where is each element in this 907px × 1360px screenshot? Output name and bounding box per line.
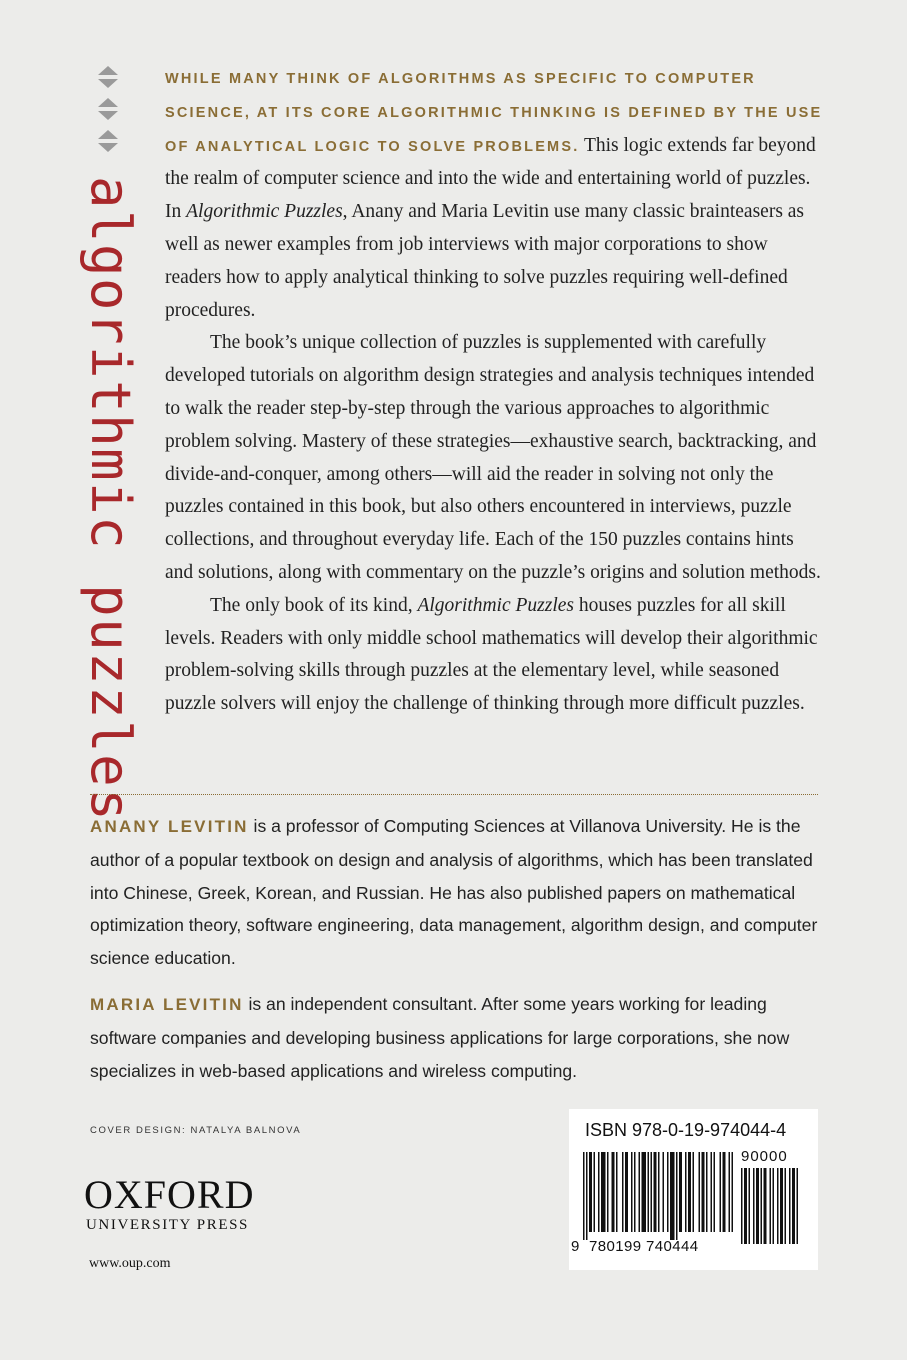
- barcode-bar: [792, 1168, 795, 1244]
- blurb-paragraph-1: [165, 62, 825, 327]
- author-name: ANANY LEVITIN: [90, 817, 249, 836]
- ornament-stack: [95, 66, 121, 156]
- price-addon-barcode: [741, 1168, 803, 1244]
- diamond-bottom-icon: [98, 143, 118, 152]
- barcode-bar: [711, 1152, 713, 1232]
- author-bio-text: is a professor of Computing Sciences at Villanova University. He is the author of a popular textbook on design and analysis of algorithms, which has been translated into Chinese, Greek, Korean, and Russian. He has also published papers on mathematical optimization theory, software engineering, data management, algorithm design, and computer science education.: [90, 816, 818, 969]
- barcode-bar: [777, 1168, 779, 1244]
- blurb-text: houses puzzles for all skill levels. Readers with only middle school mathematics will develop their algorithmic problem-solving skills through puzzles at the elementary level, while seasoned puzzle solvers will enjoy the challenge of thinking through more difficult puzzles.: [165, 594, 818, 715]
- isbn-label: ISBN 978-0-19-974044-4: [585, 1120, 787, 1140]
- cover-design-credit: COVER DESIGN: NATALYA BALNOVA: [90, 1125, 302, 1136]
- barcode-bar: [654, 1152, 657, 1232]
- barcode-bar: [676, 1152, 678, 1240]
- barcode-bar: [667, 1152, 669, 1232]
- barcode-bar: [663, 1152, 665, 1232]
- barcode-bar: [583, 1152, 585, 1240]
- barcode-bar: [612, 1152, 615, 1232]
- barcode-bar: [699, 1152, 701, 1232]
- ean-barcode: [583, 1152, 735, 1244]
- barcode-bar: [749, 1168, 751, 1244]
- barcode-bar: [753, 1168, 755, 1244]
- barcode-bar: [616, 1152, 618, 1232]
- barcode-bar: [732, 1152, 734, 1232]
- barcode-bar: [770, 1168, 772, 1244]
- barcode-bar: [598, 1152, 600, 1232]
- blurb-text: The only book of its kind,: [210, 594, 418, 616]
- book-title-italic: Algorithmic Puzzles: [186, 201, 343, 223]
- section-divider: [90, 794, 818, 795]
- book-blurb: [165, 62, 825, 721]
- barcode-bar: [642, 1152, 647, 1232]
- publisher-website: www.oup.com: [89, 1256, 171, 1271]
- barcode-bar: [648, 1152, 650, 1232]
- book-title-italic: Algorithmic Puzzles: [417, 594, 574, 616]
- diamond-top-icon: [98, 98, 118, 107]
- barcode-bar: [634, 1152, 636, 1232]
- barcode-bar: [594, 1152, 596, 1232]
- ean-first-digit: 9: [571, 1238, 580, 1255]
- barcode-bar: [679, 1152, 682, 1232]
- barcode-bar: [651, 1152, 653, 1232]
- barcode-bar: [761, 1168, 763, 1244]
- diamond-bottom-icon: [98, 111, 118, 120]
- publisher-subtitle: UNIVERSITY PRESS: [86, 1217, 249, 1233]
- vertical-book-title: algorithmic puzzles: [79, 176, 142, 823]
- barcode-bar: [670, 1152, 675, 1240]
- blurb-paragraph-2: The book’s unique collection of puzzles is supplemented with carefully developed tutorials on algorithm design strategies and analysis techniques intended to walk the reader step-by-step through the various approaches to algorithmic problem solving. Mastery of these strategies—exhaustive search, backtracking, and divide-and-conquer, among others—will aid the reader in solving not only the puzzles contained in this book, but also others encountered in interviews, puzzle collections, and throughout everyday life. Each of the 150 puzzles contains hints and solutions, along with commentary on the puzzle’s origins and solution methods.: [165, 332, 821, 583]
- barcode-bar: [706, 1152, 708, 1232]
- barcode-bar: [625, 1152, 628, 1232]
- barcode-bar: [785, 1168, 787, 1244]
- barcode-bar: [622, 1152, 624, 1232]
- ean-digits: 780199 740444: [589, 1238, 699, 1255]
- barcode-bar: [607, 1152, 609, 1232]
- barcode-bar: [702, 1152, 705, 1232]
- barcode-bar: [601, 1152, 606, 1232]
- barcode-bar: [589, 1152, 592, 1232]
- author-bio-text: is an independent consultant. After some years working for leading software companies and developing business applications for large corporations, she now specializes in web-based applications and wireless computing.: [90, 994, 790, 1081]
- barcode-bar: [714, 1152, 716, 1232]
- barcode-bar: [639, 1152, 641, 1232]
- barcode-bar: [723, 1152, 726, 1232]
- barcode-bar: [744, 1168, 747, 1244]
- barcode-bar: [631, 1152, 633, 1232]
- barcode-bar: [797, 1168, 799, 1244]
- barcode-bar: [741, 1168, 743, 1244]
- author-bio-maria: [90, 988, 820, 1087]
- barcode-bar: [720, 1152, 722, 1232]
- blurb-text: , Anany and Maria Levitin use many classic brainteasers as well as newer examples from job interviews with major corporations to show readers how to apply analytical thinking to solve puzzles requiring well-defined procedures.: [165, 201, 805, 321]
- publisher-logo: OXFORD: [84, 1172, 255, 1217]
- isbn-barcode-box: [569, 1109, 818, 1270]
- barcode-bar: [773, 1168, 775, 1244]
- author-bio-anany: [90, 810, 820, 975]
- barcode-bar: [756, 1168, 759, 1244]
- barcode-bar: [688, 1152, 691, 1232]
- diamond-top-icon: [98, 66, 118, 75]
- blurb-text: This logic extends far beyond the realm of computer science and into the wide and entertaining world of puzzles. In: [165, 134, 816, 223]
- barcode-bar: [693, 1152, 695, 1232]
- diamond-top-icon: [98, 130, 118, 139]
- blurb-paragraph-3: [165, 590, 825, 721]
- barcode-bar: [685, 1152, 687, 1232]
- diamond-bottom-icon: [98, 79, 118, 88]
- barcode-bar: [780, 1168, 783, 1244]
- blurb-lead-caps: WHILE MANY THINK OF ALGORITHMS AS SPECIFIC TO COMPUTER SCIENCE, AT ITS CORE ALGORITHMIC THINKING IS DEFINED BY THE USE OF ANALYTICAL LOGIC TO SOLVE PROBLEMS.: [165, 71, 823, 155]
- price-addon-digits: 90000: [741, 1148, 788, 1165]
- author-name: MARIA LEVITIN: [90, 995, 244, 1014]
- barcode-bar: [789, 1168, 791, 1244]
- barcode-bar: [729, 1152, 731, 1232]
- barcode-bar: [658, 1152, 660, 1232]
- barcode-bar: [586, 1152, 588, 1240]
- barcode-bar: [764, 1168, 767, 1244]
